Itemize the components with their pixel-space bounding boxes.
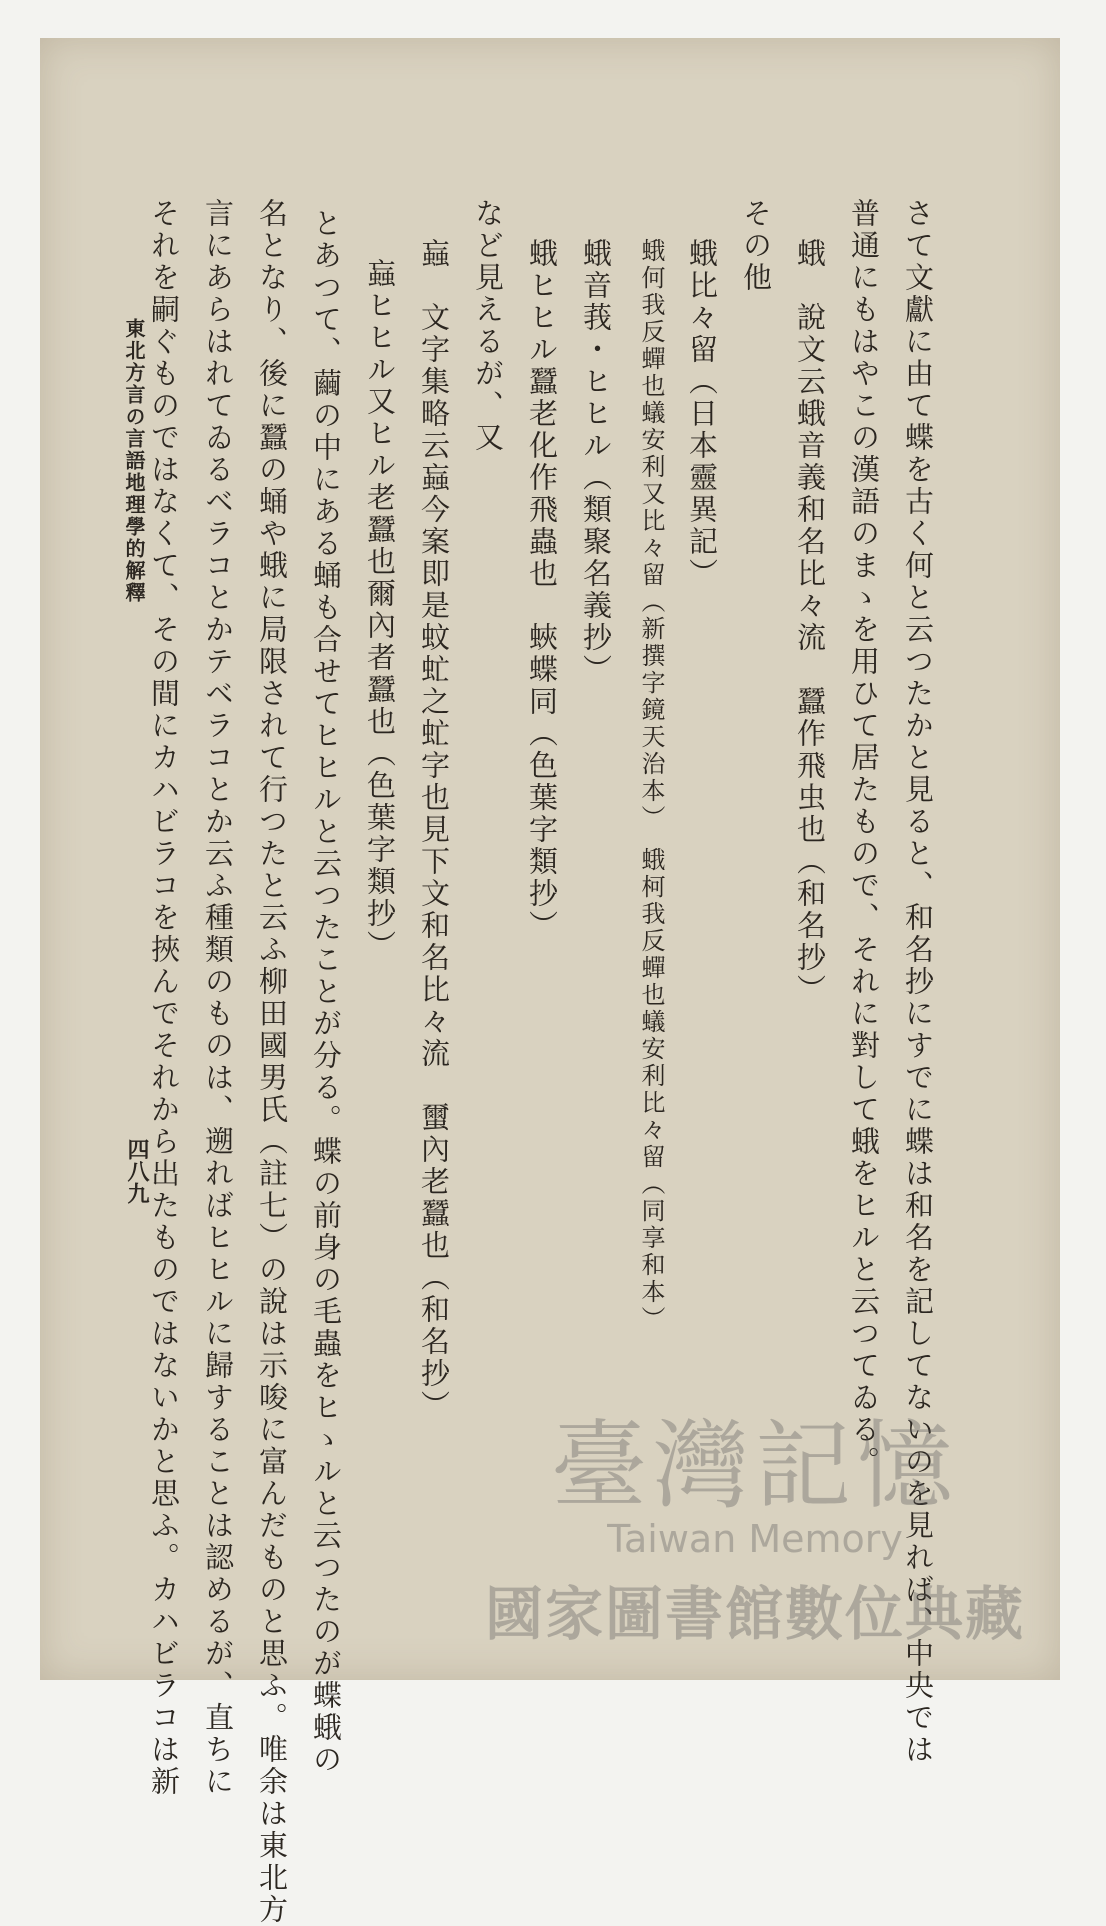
text-column-1: さて文獻に由て蝶を古く何と云つたかと見ると、和名抄にすでに蝶は和名を記してないのを見れば、中央では <box>901 198 935 1766</box>
text-column-3: 蛾 說文云蛾音義和名比々流 蠶作飛虫也（和名抄） <box>793 238 827 1006</box>
text-column-15: それを嗣ぐものではなくて、その間にカハビラコを挾んでそれから出たものではないかと思ふ。カハビラコは新 <box>147 198 181 1798</box>
page-number: 四八九 <box>124 1138 150 1204</box>
text-column-7: 蛾音莪・ヒヒル（類聚名義抄） <box>579 238 613 686</box>
running-footer: 東北方言の言語地理學的解釋 <box>122 318 146 604</box>
watermark-library: 國家圖書館數位典藏 <box>485 1580 1026 1648</box>
text-column-13: 名となり、後に蠶の蛹や蛾に局限されて行つたと云ふ柳田國男氏（註七）の說は示唆に富んだものと思ふ。唯余は東北方 <box>255 198 289 1926</box>
text-column-11: 蝱ヒヒル又ヒル老蠶也爾內者蠶也（色葉字類抄） <box>363 258 397 962</box>
text-column-9: など見えるが、又 <box>471 198 505 454</box>
text-column-10: 蝱 文字集略云蝱今案即是蚊虻之虻字也見下文和名比々流 蠒內老蠶也（和名抄） <box>417 238 451 1422</box>
text-column-5: 蛾比々留（日本靈異記） <box>685 238 719 590</box>
text-column-14: 言にあらはれてゐるベラコとかテベラコとか云ふ種類のものは、遡ればヒヒルに歸することは認めるが、直ちに <box>201 198 235 1798</box>
text-column-8: 蛾ヒヒル蠶老化作飛蟲也 蛺蝶同（色葉字類抄） <box>525 238 559 942</box>
watermark-logo: 臺灣記憶 <box>551 1410 959 1522</box>
text-column-12: とあつて、繭の中にある蛹も合せてヒヒルと云つたことが分る。蝶の前身の毛蟲をヒゝルと云つたのが蝶蛾の <box>309 208 343 1776</box>
text-column-4: その他 <box>739 198 773 294</box>
text-column-6: 蛾何我反蟬也蟻安利又比々留（新撰字鏡天治本） 蛾柯我反蟬也蟻安利比々留（同享和本） <box>637 238 665 1333</box>
watermark-english: Taiwan Memory <box>607 1517 903 1561</box>
watermark <box>485 1390 1025 1670</box>
text-column-2: 普通にもはやこの漢語のまゝを用ひて居たもので、それに對して蛾をヒルと云つてゐる。 <box>847 198 881 1478</box>
